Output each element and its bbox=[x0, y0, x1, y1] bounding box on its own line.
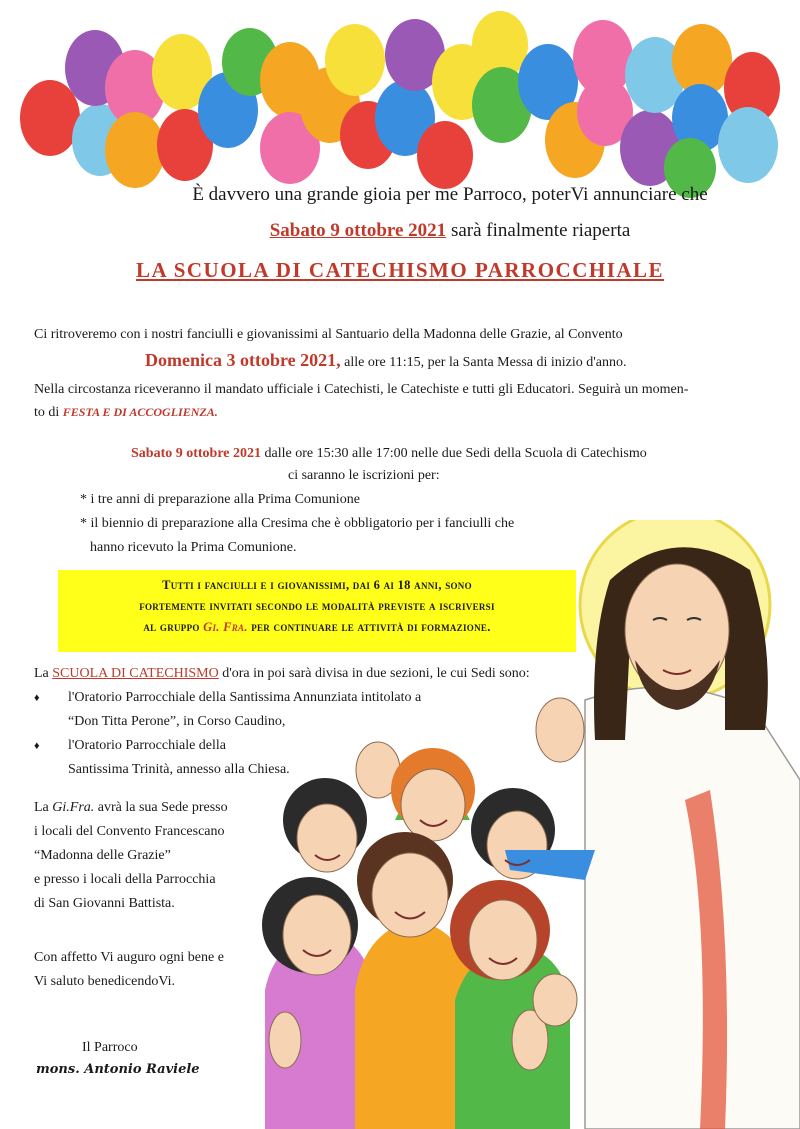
gifra-name: Gi. Fra. bbox=[203, 620, 248, 634]
sede-2-line-b: Santissima Trinità, annesso alla Chiesa. bbox=[68, 762, 290, 777]
sede-2-line-a: l'Oratorio Parrocchiale della bbox=[68, 738, 227, 753]
intro-line-1: È davvero una grande gioia per me Parroco, poterVi annunciare che bbox=[192, 184, 708, 205]
registration-item-2b: hanno ricevuto la Prima Comunione. bbox=[90, 540, 297, 555]
intro-date: Sabato 9 ottobre 2021 bbox=[269, 220, 447, 241]
registration-item-1: * i tre anni di preparazione alla Prima Comunione bbox=[80, 492, 360, 507]
sede-1-line-a: l'Oratorio Parrocchiale della Santissima Annunziata intitolato a bbox=[68, 690, 422, 705]
scuola-link: SCUOLA DI CATECHISMO bbox=[52, 666, 219, 681]
box-line-1: Tutti i fanciulli e i giovanissimi, dai 6 ai 18 anni, sono bbox=[162, 578, 472, 592]
registration-item-2: * il biennio di preparazione alla Cresima che è obbligatorio per i fanciulli che bbox=[80, 516, 515, 531]
festa-highlight: FESTA E DI ACCOGLIENZA. bbox=[62, 405, 218, 419]
paragraph-3: Nella circostanza riceveranno il mandato ufficiale i Catechisti, le Catechiste e tutti gli Educatori. Seguirà un momen- bbox=[34, 382, 689, 397]
registration-line-2: ci saranno le iscrizioni per: bbox=[288, 468, 440, 483]
registration-line: Sabato 9 ottobre 2021 dalle ore 15:30 alle 17:00 nelle due Sedi della Scuola di Catechismo bbox=[131, 446, 647, 461]
sede-1-line-b: “Don Titta Perone”, in Corso Caudino, bbox=[68, 714, 286, 729]
balloons-illustration bbox=[0, 0, 800, 200]
paragraph-2: Domenica 3 ottobre 2021, alle ore 11:15, per la Santa Messa di inizio d'anno. bbox=[145, 350, 627, 370]
registration-date: Sabato 9 ottobre 2021 bbox=[131, 446, 262, 461]
box-line-3: al gruppo Gi. Fra. per continuare le attività di formazione. bbox=[143, 620, 491, 634]
intro-line-2: Sabato 9 ottobre 2021 sarà finalmente riaperta bbox=[269, 220, 631, 241]
closing-line-2: Vi saluto benedicendoVi. bbox=[34, 974, 176, 989]
gifra-line-2: i locali del Convento Francescano bbox=[34, 824, 225, 839]
bullet-1: ♦ bbox=[34, 692, 40, 704]
mass-date: Domenica 3 ottobre 2021, bbox=[145, 350, 341, 370]
gifra-line-3: “Madonna delle Grazie” bbox=[34, 848, 171, 863]
gifra-line-1: La Gi.Fra. avrà la sua Sede presso bbox=[34, 800, 228, 815]
main-title: LA SCUOLA DI CATECHISMO PARROCCHIALE bbox=[135, 258, 665, 282]
paragraph-4: to di FESTA E DI ACCOGLIENZA. bbox=[34, 405, 218, 420]
jesus-children-illustration bbox=[255, 520, 800, 1129]
gifra-line-4: e presso i locali della Parrocchia bbox=[34, 872, 216, 887]
balloons-group bbox=[20, 11, 780, 198]
signature-role: Il Parroco bbox=[82, 1040, 138, 1055]
paragraph-1: Ci ritroveremo con i nostri fanciulli e giovanissimi al Santuario della Madonna delle Grazie, al Convento bbox=[34, 327, 623, 342]
bullet-2: ♦ bbox=[34, 740, 40, 752]
sedi-intro: La SCUOLA DI CATECHISMO d'ora in poi sarà divisa in due sezioni, le cui Sedi sono: bbox=[34, 666, 530, 681]
box-line-2: fortemente invitati secondo le modalità previste a iscriversi bbox=[139, 599, 495, 613]
signature-name: mons. Antonio Raviele bbox=[36, 1062, 200, 1077]
closing-line-1: Con affetto Vi auguro ogni bene e bbox=[34, 950, 224, 965]
gifra-line-5: di San Giovanni Battista. bbox=[34, 896, 175, 911]
